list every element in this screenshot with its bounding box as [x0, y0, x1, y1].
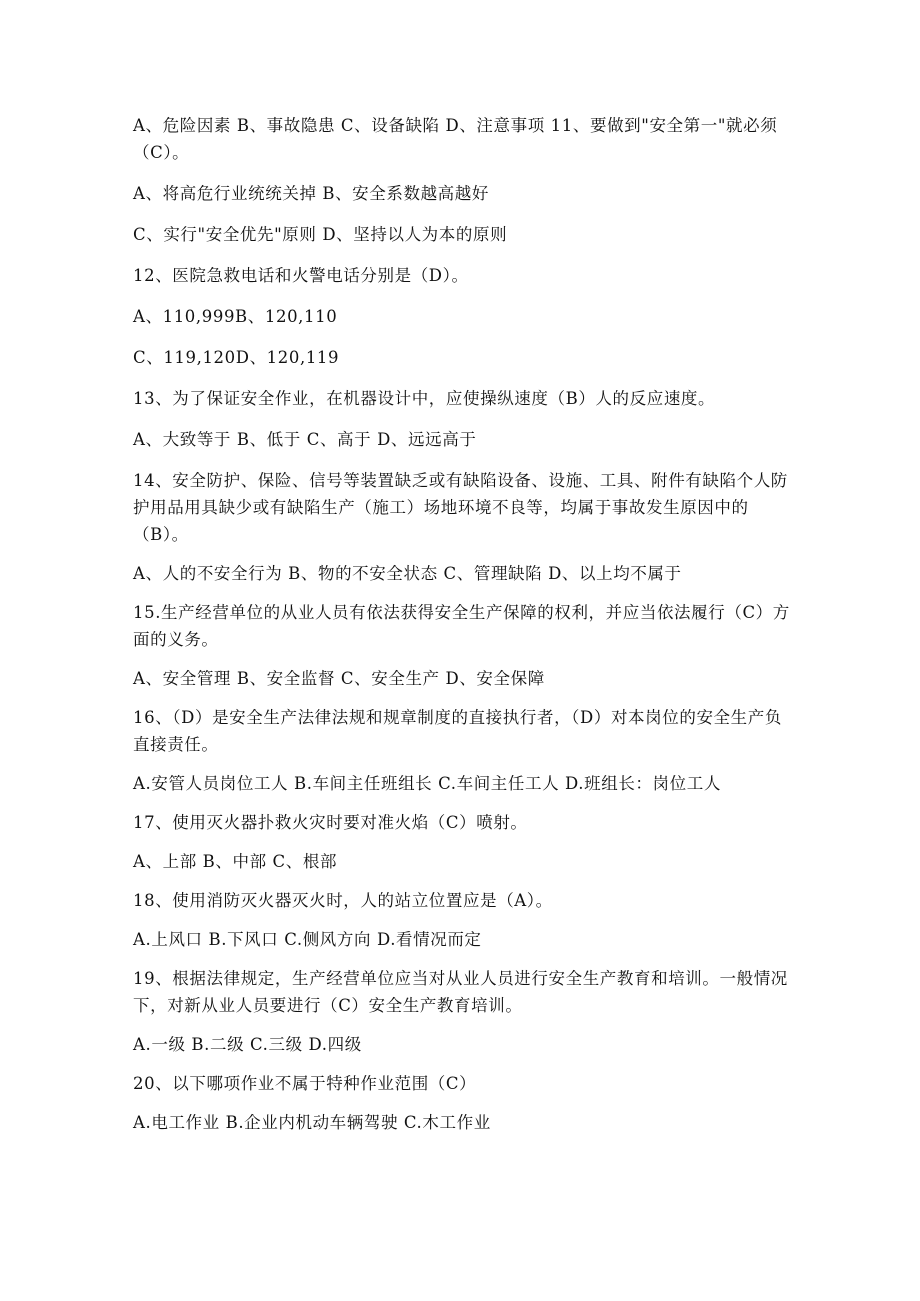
q12-options-cd: C、119,120D、120,119	[133, 348, 340, 367]
q17-options: A、上部 B、中部 C、根部	[133, 852, 338, 871]
q16-options: A.安管人员岗位工人 B.车间主任班组长 C.车间主任工人 D.班组长：岗位工人	[133, 774, 721, 793]
document-page	[133, 112, 793, 1136]
q13-stem: 13、为了保证安全作业，在机器设计中，应使操纵速度（B）人的反应速度。	[133, 389, 716, 408]
q20-options: A.电工作业 B.企业内机动车辆驾驶 C.木工作业	[133, 1113, 491, 1132]
q17-stem: 17、使用灭火器扑救火灾时要对准火焰（C）喷射。	[133, 813, 528, 832]
q12-options-ab: A、110,999B、120,110	[133, 307, 338, 326]
q14-options: A、人的不安全行为 B、物的不安全状态 C、管理缺陷 D、以上均不属于	[133, 564, 682, 583]
q11-options-ab: A、将高危行业统统关掉 B、安全系数越高越好	[133, 184, 489, 203]
q19-options: A.一级 B.二级 C.三级 D.四级	[133, 1035, 362, 1054]
q19-stem: 19、根据法律规定，生产经营单位应当对从业人员进行安全生产教育和培训。一般情况下，对新从业人员要进行（C）安全生产教育培训。	[133, 969, 788, 1015]
q12-stem: 12、医院急救电话和火警电话分别是（D）。	[133, 266, 469, 285]
q15-options: A、安全管理 B、安全监督 C、安全生产 D、安全保障	[133, 669, 545, 688]
q11-options-cd: C、实行"安全优先"原则 D、坚持以人为本的原则	[133, 225, 508, 244]
q10-options-q11-stem: A、危险因素 B、事故隐患 C、设备缺陷 D、注意事项 11、要做到"安全第一"就必须（C）。	[133, 116, 778, 162]
q15-stem: 15.生产经营单位的从业人员有依法获得安全生产保障的权利，并应当依法履行（C）方面的义务。	[133, 603, 790, 649]
q18-options: A.上风口 B.下风口 C.侧风方向 D.看情况而定	[133, 930, 482, 949]
q18-stem: 18、使用消防灭火器灭火时，人的站立位置应是（A）。	[133, 891, 553, 910]
q13-options: A、大致等于 B、低于 C、高于 D、远远高于	[133, 430, 477, 449]
q20-stem: 20、以下哪项作业不属于特种作业范围（C）	[133, 1074, 477, 1093]
q16-stem: 16、（D）是安全生产法律法规和规章制度的直接执行者，（D）对本岗位的安全生产负直接责任。	[133, 708, 782, 754]
q14-stem: 14、安全防护、保险、信号等装置缺乏或有缺陷设备、设施、工具、附件有缺陷个人防护用品用具缺少或有缺陷生产（施工）场地环境不良等，均属于事故发生原因中的（B）。	[133, 471, 788, 544]
